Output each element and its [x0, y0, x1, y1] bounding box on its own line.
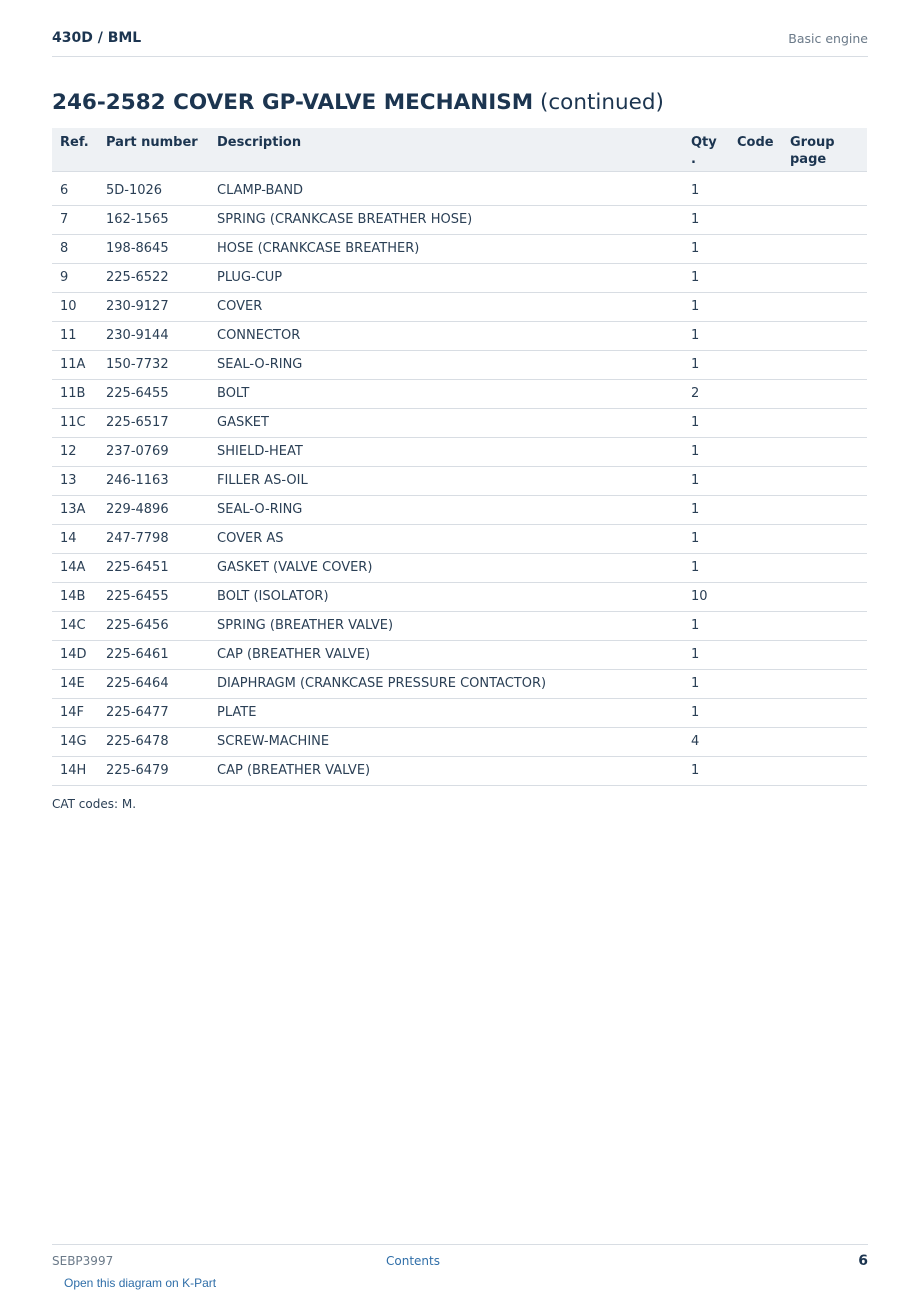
page-title	[52, 90, 664, 115]
cell-group-page	[782, 171, 867, 205]
cell-part-number: 225-6451	[98, 553, 209, 582]
cell-code	[729, 640, 782, 669]
model-label: 430D / BML	[52, 30, 142, 46]
cell-code	[729, 756, 782, 785]
cell-description: CAP (BREATHER VALVE)	[209, 640, 683, 669]
page-footer	[52, 1244, 868, 1275]
col-header-part-number: Part number	[98, 128, 209, 171]
cell-part-number: 150-7732	[98, 350, 209, 379]
cell-qty: 1	[683, 171, 729, 205]
cell-qty: 4	[683, 727, 729, 756]
cell-ref: 13	[52, 466, 98, 495]
cell-ref: 11B	[52, 379, 98, 408]
cell-group-page	[782, 756, 867, 785]
cell-ref: 14A	[52, 553, 98, 582]
cell-ref: 8	[52, 234, 98, 263]
col-header-qty: Qty .	[683, 128, 729, 171]
cell-ref: 14D	[52, 640, 98, 669]
cell-part-number: 225-6455	[98, 582, 209, 611]
cell-qty: 1	[683, 611, 729, 640]
cell-description: SPRING (CRANKCASE BREATHER HOSE)	[209, 205, 683, 234]
cell-code	[729, 350, 782, 379]
cell-part-number: 225-6477	[98, 698, 209, 727]
cell-code	[729, 205, 782, 234]
cell-description: CONNECTOR	[209, 321, 683, 350]
cell-part-number: 225-6479	[98, 756, 209, 785]
cell-ref: 11C	[52, 408, 98, 437]
cell-description: COVER	[209, 292, 683, 321]
table-body	[52, 171, 867, 785]
parts-table	[52, 128, 867, 786]
cell-ref: 10	[52, 292, 98, 321]
table-row	[52, 234, 867, 263]
cell-part-number: 162-1565	[98, 205, 209, 234]
table-row	[52, 727, 867, 756]
cell-part-number: 225-6455	[98, 379, 209, 408]
cell-description: PLUG-CUP	[209, 263, 683, 292]
table-row	[52, 292, 867, 321]
cell-code	[729, 524, 782, 553]
cell-code	[729, 292, 782, 321]
cell-qty: 1	[683, 408, 729, 437]
cell-description: SHIELD-HEAT	[209, 437, 683, 466]
table-row	[52, 698, 867, 727]
cell-qty: 1	[683, 437, 729, 466]
cell-group-page	[782, 640, 867, 669]
table-header-row	[52, 128, 867, 171]
cell-group-page	[782, 582, 867, 611]
table-row	[52, 205, 867, 234]
cell-code	[729, 495, 782, 524]
cell-ref: 14E	[52, 669, 98, 698]
table-row	[52, 263, 867, 292]
cell-description: HOSE (CRANKCASE BREATHER)	[209, 234, 683, 263]
cell-ref: 14F	[52, 698, 98, 727]
cell-code	[729, 669, 782, 698]
cell-code	[729, 611, 782, 640]
cell-part-number: 247-7798	[98, 524, 209, 553]
cell-code	[729, 437, 782, 466]
cell-group-page	[782, 350, 867, 379]
col-header-group-page: Group page	[782, 128, 867, 171]
col-header-ref: Ref.	[52, 128, 98, 171]
cell-code	[729, 321, 782, 350]
title-main: 246-2582 COVER GP-VALVE MECHANISM	[52, 90, 534, 115]
cell-part-number: 246-1163	[98, 466, 209, 495]
cell-qty: 1	[683, 263, 729, 292]
cell-ref: 11	[52, 321, 98, 350]
cell-qty: 1	[683, 495, 729, 524]
table-row	[52, 553, 867, 582]
cell-description: GASKET (VALVE COVER)	[209, 553, 683, 582]
cell-description: SEAL-O-RING	[209, 495, 683, 524]
cell-code	[729, 408, 782, 437]
cell-group-page	[782, 321, 867, 350]
contents-link[interactable]: Contents	[386, 1254, 440, 1268]
cell-code	[729, 727, 782, 756]
cell-part-number: 229-4896	[98, 495, 209, 524]
col-header-code: Code	[729, 128, 782, 171]
table-row	[52, 756, 867, 785]
col-header-description: Description	[209, 128, 683, 171]
table-row	[52, 582, 867, 611]
cell-code	[729, 553, 782, 582]
cell-part-number: 198-8645	[98, 234, 209, 263]
cell-ref: 9	[52, 263, 98, 292]
cell-group-page	[782, 379, 867, 408]
cell-code	[729, 582, 782, 611]
cell-code	[729, 379, 782, 408]
cell-description: DIAPHRAGM (CRANKCASE PRESSURE CONTACTOR)	[209, 669, 683, 698]
cell-part-number: 5D-1026	[98, 171, 209, 205]
cell-qty: 1	[683, 321, 729, 350]
table-row	[52, 171, 867, 205]
cell-qty: 2	[683, 379, 729, 408]
page-number: 6	[858, 1253, 868, 1269]
cell-description: BOLT	[209, 379, 683, 408]
cell-part-number: 225-6478	[98, 727, 209, 756]
cell-ref: 14	[52, 524, 98, 553]
cell-description: PLATE	[209, 698, 683, 727]
cell-qty: 1	[683, 205, 729, 234]
kpart-diagram-link[interactable]: Open this diagram on K-Part	[64, 1276, 217, 1290]
cell-code	[729, 234, 782, 263]
cell-description: CAP (BREATHER VALVE)	[209, 756, 683, 785]
cell-ref: 7	[52, 205, 98, 234]
cell-ref: 6	[52, 171, 98, 205]
cell-part-number: 225-6517	[98, 408, 209, 437]
table-row	[52, 350, 867, 379]
table-row	[52, 321, 867, 350]
cat-codes-note: CAT codes: M.	[52, 797, 137, 811]
cell-ref: 14B	[52, 582, 98, 611]
document-id: SEBP3997	[52, 1254, 114, 1268]
cell-qty: 1	[683, 292, 729, 321]
cell-group-page	[782, 669, 867, 698]
cell-description: GASKET	[209, 408, 683, 437]
cell-part-number: 230-9144	[98, 321, 209, 350]
cell-group-page	[782, 727, 867, 756]
table-row	[52, 611, 867, 640]
cell-description: BOLT (ISOLATOR)	[209, 582, 683, 611]
cell-group-page	[782, 698, 867, 727]
cell-description: SPRING (BREATHER VALVE)	[209, 611, 683, 640]
cell-group-page	[782, 553, 867, 582]
table-row	[52, 640, 867, 669]
page-header	[52, 28, 868, 57]
cell-ref: 11A	[52, 350, 98, 379]
cell-ref: 12	[52, 437, 98, 466]
cell-description: SEAL-O-RING	[209, 350, 683, 379]
section-label: Basic engine	[788, 31, 868, 46]
cell-group-page	[782, 263, 867, 292]
cell-group-page	[782, 205, 867, 234]
cell-part-number: 225-6522	[98, 263, 209, 292]
cell-part-number: 225-6461	[98, 640, 209, 669]
table-row	[52, 495, 867, 524]
cell-qty: 1	[683, 698, 729, 727]
cell-part-number: 225-6456	[98, 611, 209, 640]
cell-ref: 13A	[52, 495, 98, 524]
table-row	[52, 437, 867, 466]
cell-code	[729, 171, 782, 205]
cell-group-page	[782, 292, 867, 321]
table-row	[52, 466, 867, 495]
table-row	[52, 524, 867, 553]
cell-code	[729, 263, 782, 292]
cell-group-page	[782, 495, 867, 524]
cell-qty: 1	[683, 669, 729, 698]
cell-qty: 1	[683, 756, 729, 785]
table-row	[52, 379, 867, 408]
table-row	[52, 669, 867, 698]
cell-ref: 14C	[52, 611, 98, 640]
cell-ref: 14H	[52, 756, 98, 785]
cell-part-number: 237-0769	[98, 437, 209, 466]
cell-group-page	[782, 466, 867, 495]
cell-description: COVER AS	[209, 524, 683, 553]
cell-code	[729, 698, 782, 727]
cell-description: FILLER AS-OIL	[209, 466, 683, 495]
cell-group-page	[782, 234, 867, 263]
cell-qty: 1	[683, 524, 729, 553]
table-row	[52, 408, 867, 437]
cell-ref: 14G	[52, 727, 98, 756]
cell-qty: 10	[683, 582, 729, 611]
cell-group-page	[782, 437, 867, 466]
cell-qty: 1	[683, 234, 729, 263]
title-continued: (continued)	[539, 90, 664, 115]
cell-qty: 1	[683, 466, 729, 495]
cell-description: CLAMP-BAND	[209, 171, 683, 205]
cell-part-number: 225-6464	[98, 669, 209, 698]
cell-group-page	[782, 611, 867, 640]
cell-qty: 1	[683, 350, 729, 379]
cell-qty: 1	[683, 553, 729, 582]
cell-group-page	[782, 408, 867, 437]
cell-code	[729, 466, 782, 495]
cell-description: SCREW-MACHINE	[209, 727, 683, 756]
cell-qty: 1	[683, 640, 729, 669]
cell-group-page	[782, 524, 867, 553]
cell-part-number: 230-9127	[98, 292, 209, 321]
